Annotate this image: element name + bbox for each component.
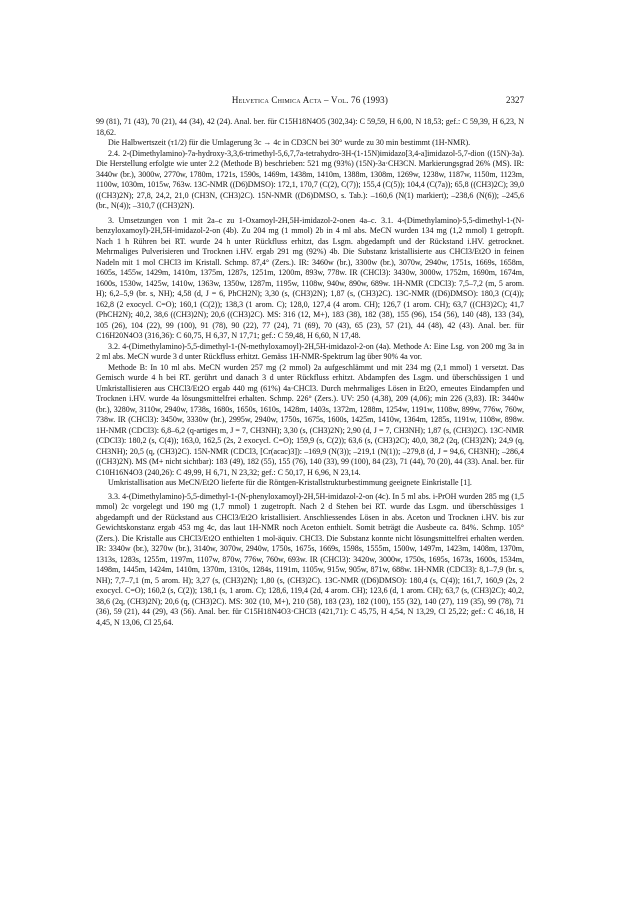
paragraph-section-3-3: 3.3. 4-(Dimethylamino)-5,5-dimethyl-1-(N-phenyloxamoyl)-2H,5H-imidazol-2-on (4c). In 5 ml abs. i-PrOH wurden 285 mg (1,5 mmol) 2c vorgelegt und 190 mg (1,7 mmol) 1 zugetropft. Nach 2 d Stehen bei RT. wurde das Lsgm. und überschüssiges 1 abgedampft und der Rückstand aus CHCl3/Et2O kristallisiert. Anschliessendes Lösen in abs. Aceton und Trocknen i.HV. bis zur Gewichtskonstanz ergab 453 mg 4c, das laut 1H-NMR noch Aceton enthielt. Somit beträgt die Ausbeute ca. 84%. Schmp. 105° (Zers.). Die Kristalle aus CHCl3/Et2O enthielten 1 mol-äquiv. CHCl3. Die Substanz konnte nicht lösungsmittelfrei erhalten werden. IR: 3340w (br.), 3270w (br.), 3140w, 3070w, 2940w, 1750s, 1675s, 1669s, 1598s, 1555m, 1500w, 1497m, 1423m, 1408m, 1370m, 1313s, 1283s, 1255m, 1197m, 1107w, 870w, 776w, 760w, 693w. IR (CHCl3): 3420w, 3000w, 1750s, 1695s, 1673s, 1600s, 1534m, 1498m, 1445m, 1424m, 1410m, 1370m, 1310s, 1284s, 1191m, 1105w, 915w, 905w, 871w, 688w. 1H-NMR (CDCl3): 8,1–7,9 (br. s, NH); 7,7–7,1 (m, 5 arom. H); 3,27 (s, (CH3)2N); 1,80 (s, (CH3)2C). 13C-NMR ((D6)DMSO): 180,4 (s, C(4)); 161,7, 160,9 (2s, 2 exocycl. C=O); 160,2 (s, C(2)); 138,1 (s, 1 arom. C); 128,6, 119,4 (2d, 4 arom. CH); 123,6 (d, 1 arom. CH); 63,7 (s, (CH3)2C); 40,2, 38,6 (2q, (CH3)2N); 20,6 (q, (CH3)2C). MS: 302 (10, M+), 210 (58), 183 (23), 182 (100), 155 (32), 140 (27), 119 (35), 99 (78), 71 (36), 59 (21), 44 (29), 43 (56). Anal. ber. für C15H18N4O3·CHCl3 (421,71): C 45,75, H 4,54, N 13,29, Cl 25,22; gef.: C 46,18, H 4,45, N 13,06, Cl 25,64. (96, 491, 524, 627)
paragraph-section-3-1: 3. Umsetzungen von 1 mit 2a–c zu 1-Oxamoyl-2H,5H-imidazol-2-onen 4a–c. 3.1. 4-(Dimethylamino)-5,5-dimethyl-1-(N-benzyloxamoyl)-2H,5H-imidazol-2-on (4b). Zu 204 mg (1 mmol) 2b in 4 ml abs. MeCN wurden 134 mg (1,2 mmol) 1 getropft. Nach 1 h Rühren bei RT. wurde 24 h unter Rückfluss erhitzt, das Lsgm. abgedampft und der Rückstand i.HV. getrocknet. Mehrmaliges Pulverisieren und Trocknen i.HV. ergab 291 mg (92%) 4b. Die Substanz kristallisierte aus CHCl3/Et2O in feinen Nadeln mit 1 mol CHCl3 im Kristall. Schmp. 87,4° (Zers.). IR: 3460w (br.), 3300w (br.), 3070w, 2940w, 1751s, 1669s, 1658m, 1605s, 1455w, 1429m, 1410m, 1375m, 1287s, 1251m, 1200m, 893w, 778w. IR (CHCl3): 3430w, 3000w, 1752m, 1690m, 1674m, 1600s, 1530w, 1425w, 1410w, 1363w, 1350w, 1287m, 1195w, 1108w, 940w, 890w, 689w. 1H-NMR (CDCl3): 7,5–7,2 (m, 5 arom. H); 6,2–5,9 (br. s, NH); 4,58 (d, J = 6, PhCH2N); 3,30 (s, (CH3)2N); 1,87 (s, (CH3)2C). 13C-NMR ((D6)DMSO): 180,3 (C(4)); 162,8 (2 exocycl. C=O); 160,1 (C(2)); 138,3 (1 arom. C); 128,0, 127,4 (4 arom. CH); 126,7 (1 arom. CH); 63,7 ((CH3)2C); 41,7 (PhCH2N); 40,2, 38,6 ((CH3)2N); 20,6 ((CH3)2C). MS: 316 (12, M+), 183 (38), 182 (38), 155 (96), 154 (56), 140 (48), 133 (34), 105 (26), 104 (22), 99 (100), 91 (78), 90 (22), 77 (24), 71 (69), 70 (43), 65 (23), 57 (21), 44 (48), 42 (43). Anal. ber. für C16H20N4O3 (316,36): C 60,75, H 6,37, N 17,71; gef.: C 59,48, H 6,60, N 17,48. (96, 215, 524, 340)
running-header (96, 95, 524, 107)
paragraph-half-life: Die Halbwertszeit (τ1/2) für die Umlagerung 3c → 4c in CD3CN bei 30° wurde zu 30 min bestimmt (1H-NMR). (108, 138, 471, 147)
paragraph-ms-analysis: 99 (81), 71 (43), 70 (21), 44 (34), 42 (24). Anal. ber. für C15H18N4O5 (302,34): C 59,59, H 6,00, N 18,53; gef.: C 59,39, H 6,23, N 18,62. (96, 117, 524, 137)
paragraph-section-3-2-method-b: Methode B: In 10 ml abs. MeCN wurden 257 mg (2 mmol) 2a aufgeschlämmt und mit 234 mg (2,1 mmol) 1 versetzt. Das Gemisch wurde 4 h bei RT. gerührt und danach 3 d unter Rückfluss erhitzt. Abdampfen des Lsgm. und überschüssigen 1 und Umkristallisieren aus CHCl3/Et2O ergab 440 mg (61%) 4a·CHCl3. Durch mehrmaliges Lösen in Et2O, erneutes Eindampfen und Trocknen i.HV. wurde 4a lösungsmittelfrei erhalten. Schmp. 226° (Zers.). UV: 250 (4,38), 209 (4,06); min 226 (3,83). IR: 3440w (br.), 3280w, 3110w, 2940w, 1738s, 1680s, 1650s, 1610s, 1428m, 1403s, 1372m, 1288m, 1254w, 1191w, 1108w, 899w, 776w, 760w, 738w. IR (CHCl3): 3450w, 3330w (br.), 2995w, 2940w, 1750s, 1675s, 1600s, 1425m, 1410w, 1364m, 1285s, 1191w, 1108w, 898w. 1H-NMR (CDCl3): 6,8–6,2 (q-artiges m, J = 7, CH3NH); 3,30 (s, (CH3)2N); 2,90 (d, J = 7, CH3NH); 1,87 (s, (CH3)2C). 13C-NMR (CDCl3): 180,2 (s, C(4)); 163,0, 162,5 (2s, 2 exocycl. C=O); 159,9 (s, C(2)); 63,6 (s, (CH3)2C); 40,0, 38,2 (2q, (CH3)2N); 24,9 (q, CH3NH); 20,5 (q, (CH3)2C). 15N-NMR (CDCl3, [Cr(acac)3]): –169,9 (N(3)); –219,1 (N(1)); –279,8 (d, J = 94,6, CH3NH); –286,4 ((CH3)2N). MS (M+ nicht sichtbar): 183 (49), 182 (55), 155 (76), 140 (33), 99 (100), 84 (23), 71 (44), 70 (20), 44 (33). Anal. ber. für C10H16N4O3 (240,26): C 49,99, H 6,71, N 23,32; gef.: C 50,17, H 6,96, N 23,14. (96, 362, 524, 477)
journal-title: Helvetica Chimica Acta – Vol. 76 (1993) (231, 95, 389, 105)
paragraph-section-2-4: 2.4. 2-(Dimethylamino)-7a-hydroxy-3,3,6-trimethyl-5,6,7,7a-tetrahydro-3H-(1-15N)imidazo[3,4-a]imidazol-5,7-dion ((15N)-3a). Die Herstellung erfolgte wie unter 2.2 (Methode B) beschrieben: 521 mg (93%) (15N)-3a·CH3CN. Markierungsgrad 26% (MS). IR: 3440w (br.), 3000w, 2770w, 1780m, 1721s, 1590s, 1469m, 1438m, 1410m, 1388m, 1308m, 1269w, 1238w, 1187w, 1150m, 1123m, 1100w, 1030m, 1015w, 763w. 13C-NMR ((D6)DMSO): 172,1, 170,7 (C(2), C(7)); 155,4 (C(5)); 104,4 (C(7a)); 65,8 ((CH3)2C); 39,0 ((CH3)2N); 27,8, 24,2, 21,0 (CH3N, (CH3)2C). 15N-NMR ((D6)DMSO, s. Tab.): –160,6 (N(1) markiert); –238,6 (N(6)); –245,6 (br., N(4)); –310,7 ((CH3)2N). (96, 148, 524, 210)
paragraph-section-3-2-method-a: 3.2. 4-(Dimethylamino)-5,5-dimethyl-1-(N-methyloxamoyl)-2H,5H-imidazol-2-on (4a). Methode A: Eine Lsg. von 200 mg 3a in 2 ml abs. MeCN wurde 3 d unter Rückfluss erhitzt. Gemäss 1H-NMR-Spektrum lag über 90% 4a vor. (96, 341, 524, 361)
paragraph-recrystallisation: Umkristallisation aus MeCN/Et2O lieferte für die Röntgen-Kristallstrukturbestimmung geeignete Einkristalle [1]. (108, 478, 472, 487)
article-body (96, 117, 524, 628)
page-number: 2327 (506, 95, 524, 105)
